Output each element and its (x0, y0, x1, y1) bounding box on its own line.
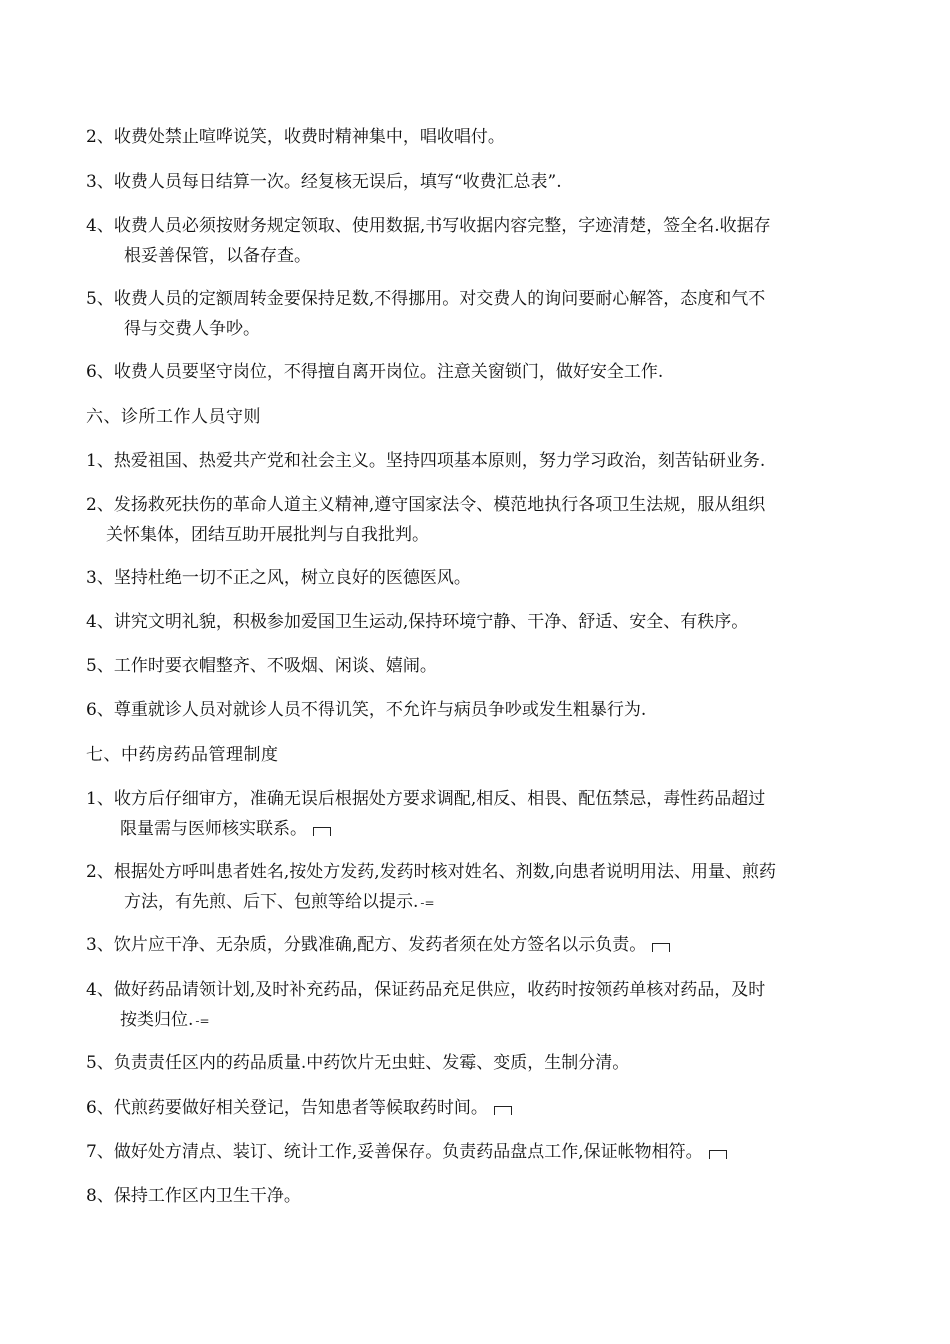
paragraph-line: 5、收费人员的定额周转金要保持足数,不得挪用。对交费人的询问要耐心解答，态度和气不 (86, 289, 766, 309)
paragraph-text: 8、保持工作区内卫生干净。 (86, 1186, 301, 1206)
paragraph-line: 限量需与医师核实联系。 (120, 819, 307, 839)
paragraph (86, 1093, 876, 1123)
section-heading (86, 402, 876, 432)
paragraph-text: 2、收费处禁止喧哗说笑，收费时精神集中，唱收唱付。 (86, 127, 505, 147)
paragraph (86, 857, 876, 918)
paragraph (86, 607, 876, 637)
paragraph (86, 1137, 876, 1167)
paragraph (86, 784, 876, 844)
paragraph-text: 7、做好处方清点、装订、统计工作,妥善保存。负责药品盘点工作,保证帐物相符。 (86, 1142, 703, 1162)
paragraph-line-wrap (86, 887, 876, 918)
paragraph-mark-icon (313, 827, 331, 836)
paragraph-line: 4、做好药品请领计划,及时补充药品，保证药品充足供应，收药时按领药单核对药品，及时 (86, 980, 766, 1000)
paragraph-text: 3、坚持杜绝一切不正之风，树立良好的医德医风。 (86, 568, 471, 588)
paragraph (86, 122, 876, 152)
paragraph (86, 1048, 876, 1078)
paragraph-text: 1、热爱祖国、热爱共产党和社会主义。坚持四项基本原则，努力学习政治，刻苦钻研业务. (86, 451, 766, 471)
section-heading (86, 740, 876, 770)
paragraph (86, 1181, 876, 1211)
paragraph-line: 方法，有先煎、后下、包煎等给以提示. (124, 892, 419, 912)
paragraph (86, 211, 876, 271)
paragraph-text: 5、负责责任区内的药品质量.中药饮片无虫蛀、发霉、变质，生制分清。 (86, 1053, 630, 1073)
paragraph-text: 5、工作时要衣帽整齐、不吸烟、闲谈、嬉闹。 (86, 656, 437, 676)
paragraph-text: 6、尊重就诊人员对就诊人员不得讥笑，不允许与病员争吵或发生粗暴行为. (86, 700, 647, 720)
section-heading-text: 七、中药房药品管理制度 (86, 745, 279, 765)
paragraph-line-wrap (86, 814, 876, 844)
paragraph-mark-glyph: -= (195, 1014, 210, 1028)
paragraph-line: 4、收费人员必须按财务规定领取、使用数据,书写收据内容完整，字迹清楚，签全名.收据存 (86, 216, 771, 236)
paragraph-text: 3、饮片应干净、无杂质，分戥准确,配方、发药者须在处方签名以示负责。 (86, 935, 647, 955)
paragraph (86, 167, 876, 197)
paragraph-mark-icon (494, 1106, 512, 1115)
paragraph-line: 根妥善保管，以备存查。 (124, 246, 311, 266)
paragraph (86, 975, 876, 1036)
paragraph (86, 695, 876, 725)
section-heading-text: 六、诊所工作人员守则 (86, 407, 261, 427)
paragraph (86, 930, 876, 960)
paragraph-mark-icon (709, 1150, 727, 1159)
paragraph-line: 2、根据处方呼叫患者姓名,按处方发药,发药时核对姓名、剂数,向患者说明用法、用量、煎药 (86, 862, 777, 882)
paragraph-text: 3、收费人员每日结算一次。经复核无误后，填写“收费汇总表”. (86, 172, 562, 192)
paragraph (86, 446, 876, 476)
paragraph-line: 得与交费人争吵。 (124, 319, 260, 339)
paragraph-mark-glyph: -= (420, 896, 435, 910)
paragraph-text: 6、收费人员要坚守岗位，不得擅自离开岗位。注意关窗锁门，做好安全工作. (86, 362, 664, 382)
paragraph (86, 490, 876, 550)
paragraph-line-wrap (86, 1005, 876, 1036)
paragraph-line: 关怀集体，团结互助开展批判与自我批判。 (106, 525, 429, 545)
paragraph (86, 651, 876, 681)
paragraph-line: 按类归位. (120, 1010, 194, 1030)
paragraph-line: 2、发扬救死扶伤的革命人道主义精神,遵守国家法令、模范地执行各项卫生法规，服从组织 (86, 495, 766, 515)
paragraph-text: 6、代煎药要做好相关登记，告知患者等候取药时间。 (86, 1098, 488, 1118)
paragraph-text: 4、讲究文明礼貌，积极参加爱国卫生运动,保持环境宁静、干净、舒适、安全、有秩序。 (86, 612, 749, 632)
paragraph (86, 357, 876, 387)
paragraph (86, 563, 876, 593)
paragraph-mark-icon (652, 943, 670, 952)
paragraph (86, 284, 876, 344)
paragraph-line: 1、收方后仔细审方，准确无误后根据处方要求调配,相反、相畏、配伍禁忌，毒性药品超过 (86, 789, 766, 809)
